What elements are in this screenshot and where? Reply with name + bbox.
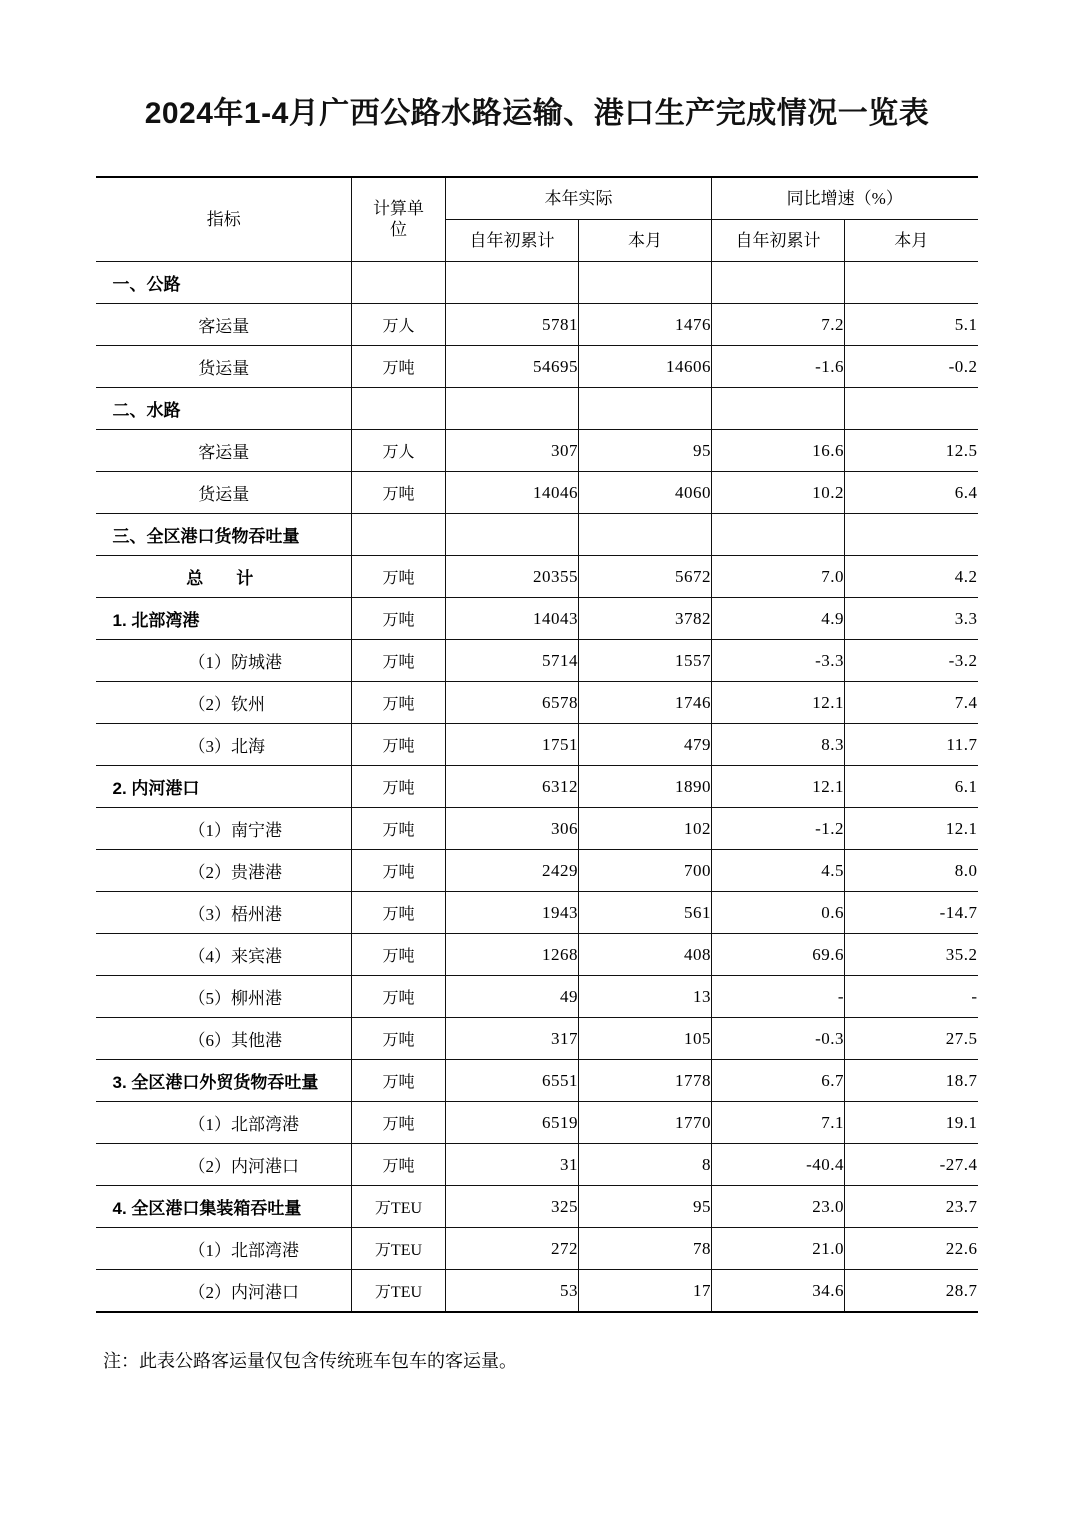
page-title: 2024年1-4月广西公路水路运输、港口生产完成情况一览表 bbox=[144, 97, 930, 130]
row-indicator: （2）内河港口 bbox=[96, 1144, 351, 1186]
row-actual-cumulative bbox=[445, 514, 578, 556]
row-growth-month: 3.3 bbox=[844, 598, 977, 640]
row-growth-cumulative: 23.0 bbox=[711, 1186, 844, 1228]
row-actual-cumulative: 49 bbox=[445, 976, 578, 1018]
row-growth-cumulative: 8.3 bbox=[711, 724, 844, 766]
row-actual-cumulative: 20355 bbox=[445, 556, 578, 598]
row-actual-cumulative: 53 bbox=[445, 1270, 578, 1313]
row-growth-cumulative: -3.3 bbox=[711, 640, 844, 682]
row-unit: 万吨 bbox=[351, 682, 445, 724]
statistics-table bbox=[96, 176, 977, 1313]
col-header-growth-cumulative: 自年初累计 bbox=[711, 220, 844, 262]
row-growth-cumulative: -1.6 bbox=[711, 346, 844, 388]
row-growth-month: -3.2 bbox=[844, 640, 977, 682]
row-actual-cumulative: 1268 bbox=[445, 934, 578, 976]
row-growth-cumulative: 12.1 bbox=[711, 682, 844, 724]
row-growth-month: 19.1 bbox=[844, 1102, 977, 1144]
row-actual-cumulative: 317 bbox=[445, 1018, 578, 1060]
row-indicator: （1）北部湾港 bbox=[96, 1102, 351, 1144]
row-growth-month: 18.7 bbox=[844, 1060, 977, 1102]
row-actual-cumulative: 6519 bbox=[445, 1102, 578, 1144]
row-growth-cumulative: -0.3 bbox=[711, 1018, 844, 1060]
row-indicator: （2）贵港港 bbox=[96, 850, 351, 892]
row-actual-month: 95 bbox=[578, 1186, 711, 1228]
row-growth-cumulative: - bbox=[711, 976, 844, 1018]
row-unit: 万吨 bbox=[351, 934, 445, 976]
row-growth-cumulative: 7.0 bbox=[711, 556, 844, 598]
row-growth-cumulative: 69.6 bbox=[711, 934, 844, 976]
row-unit: 万吨 bbox=[351, 766, 445, 808]
row-growth-cumulative bbox=[711, 388, 844, 430]
row-actual-month: 561 bbox=[578, 892, 711, 934]
table-row bbox=[96, 1144, 977, 1186]
row-indicator: （2）内河港口 bbox=[96, 1270, 351, 1313]
row-growth-cumulative: -1.2 bbox=[711, 808, 844, 850]
row-unit: 万TEU bbox=[351, 1228, 445, 1270]
row-unit: 万吨 bbox=[351, 724, 445, 766]
row-actual-month: 3782 bbox=[578, 598, 711, 640]
row-actual-cumulative: 14046 bbox=[445, 472, 578, 514]
row-actual-month: 5672 bbox=[578, 556, 711, 598]
col-group-actual: 本年实际 bbox=[445, 177, 711, 220]
row-unit: 万吨 bbox=[351, 598, 445, 640]
row-actual-month: 1746 bbox=[578, 682, 711, 724]
row-unit: 万吨 bbox=[351, 640, 445, 682]
table-row bbox=[96, 892, 977, 934]
row-actual-cumulative: 54695 bbox=[445, 346, 578, 388]
row-indicator: （1）南宁港 bbox=[96, 808, 351, 850]
row-unit: 万吨 bbox=[351, 1102, 445, 1144]
col-group-growth: 同比增速（%） bbox=[711, 177, 977, 220]
row-indicator: 客运量 bbox=[96, 304, 351, 346]
row-actual-month: 13 bbox=[578, 976, 711, 1018]
row-indicator: （1）北部湾港 bbox=[96, 1228, 351, 1270]
row-growth-cumulative: 10.2 bbox=[711, 472, 844, 514]
row-growth-month: 11.7 bbox=[844, 724, 977, 766]
col-header-unit-line2: 位 bbox=[389, 219, 407, 239]
table-row bbox=[96, 976, 977, 1018]
table-row bbox=[96, 934, 977, 976]
row-unit bbox=[351, 388, 445, 430]
row-growth-month bbox=[844, 514, 977, 556]
row-unit: 万人 bbox=[351, 430, 445, 472]
row-growth-month bbox=[844, 262, 977, 304]
row-growth-month: - bbox=[844, 976, 977, 1018]
row-actual-month: 1557 bbox=[578, 640, 711, 682]
table-row bbox=[96, 724, 977, 766]
row-actual-cumulative: 1751 bbox=[445, 724, 578, 766]
row-indicator: 二、水路 bbox=[96, 388, 351, 430]
row-growth-month: 5.1 bbox=[844, 304, 977, 346]
row-actual-month: 95 bbox=[578, 430, 711, 472]
row-growth-cumulative: 21.0 bbox=[711, 1228, 844, 1270]
row-actual-month bbox=[578, 388, 711, 430]
row-indicator: 4. 全区港口集装箱吞吐量 bbox=[96, 1186, 351, 1228]
col-header-growth-month: 本月 bbox=[844, 220, 977, 262]
table-row bbox=[96, 388, 977, 430]
row-unit: 万吨 bbox=[351, 808, 445, 850]
row-growth-cumulative bbox=[711, 514, 844, 556]
col-header-unit-line1: 计算单 bbox=[372, 198, 424, 218]
row-growth-month: -0.2 bbox=[844, 346, 977, 388]
row-actual-month: 8 bbox=[578, 1144, 711, 1186]
table-row bbox=[96, 262, 977, 304]
row-indicator: （4）来宾港 bbox=[96, 934, 351, 976]
row-growth-month: -27.4 bbox=[844, 1144, 977, 1186]
table-row bbox=[96, 346, 977, 388]
table-row bbox=[96, 1270, 977, 1313]
row-indicator: 三、全区港口货物吞吐量 bbox=[96, 514, 351, 556]
table-row bbox=[96, 1228, 977, 1270]
row-growth-month: 23.7 bbox=[844, 1186, 977, 1228]
row-growth-cumulative: 0.6 bbox=[711, 892, 844, 934]
row-growth-cumulative: 6.7 bbox=[711, 1060, 844, 1102]
row-growth-cumulative: 4.5 bbox=[711, 850, 844, 892]
row-growth-month: 27.5 bbox=[844, 1018, 977, 1060]
table-row bbox=[96, 472, 977, 514]
table-body bbox=[96, 262, 977, 1313]
row-actual-month: 14606 bbox=[578, 346, 711, 388]
row-actual-cumulative: 14043 bbox=[445, 598, 578, 640]
row-indicator: （3）北海 bbox=[96, 724, 351, 766]
row-growth-cumulative: 7.2 bbox=[711, 304, 844, 346]
row-actual-month: 1778 bbox=[578, 1060, 711, 1102]
row-growth-month: 22.6 bbox=[844, 1228, 977, 1270]
row-actual-cumulative: 31 bbox=[445, 1144, 578, 1186]
row-actual-month: 479 bbox=[578, 724, 711, 766]
row-growth-month bbox=[844, 388, 977, 430]
col-header-unit bbox=[351, 177, 445, 262]
row-actual-month bbox=[578, 262, 711, 304]
row-actual-cumulative: 5714 bbox=[445, 640, 578, 682]
table-row bbox=[96, 682, 977, 724]
row-actual-month: 1476 bbox=[578, 304, 711, 346]
row-unit: 万吨 bbox=[351, 976, 445, 1018]
table-row bbox=[96, 430, 977, 472]
row-actual-cumulative: 6578 bbox=[445, 682, 578, 724]
row-actual-month: 4060 bbox=[578, 472, 711, 514]
row-actual-month: 105 bbox=[578, 1018, 711, 1060]
row-unit: 万吨 bbox=[351, 472, 445, 514]
row-indicator: （3）梧州港 bbox=[96, 892, 351, 934]
row-growth-month: 7.4 bbox=[844, 682, 977, 724]
row-actual-month: 408 bbox=[578, 934, 711, 976]
row-indicator: 货运量 bbox=[96, 346, 351, 388]
row-actual-cumulative bbox=[445, 262, 578, 304]
row-actual-month: 78 bbox=[578, 1228, 711, 1270]
row-actual-cumulative: 6551 bbox=[445, 1060, 578, 1102]
row-growth-month: 4.2 bbox=[844, 556, 977, 598]
row-actual-month: 1890 bbox=[578, 766, 711, 808]
table-row bbox=[96, 514, 977, 556]
row-growth-cumulative: -40.4 bbox=[711, 1144, 844, 1186]
row-indicator: 2. 内河港口 bbox=[96, 766, 351, 808]
row-unit: 万吨 bbox=[351, 1144, 445, 1186]
row-growth-cumulative bbox=[711, 262, 844, 304]
row-actual-month bbox=[578, 514, 711, 556]
table-row bbox=[96, 1060, 977, 1102]
row-actual-month: 17 bbox=[578, 1270, 711, 1313]
row-growth-cumulative: 34.6 bbox=[711, 1270, 844, 1313]
row-indicator: 1. 北部湾港 bbox=[96, 598, 351, 640]
row-unit bbox=[351, 262, 445, 304]
row-growth-cumulative: 7.1 bbox=[711, 1102, 844, 1144]
row-actual-cumulative: 2429 bbox=[445, 850, 578, 892]
row-growth-month: 8.0 bbox=[844, 850, 977, 892]
row-growth-month: 12.5 bbox=[844, 430, 977, 472]
row-actual-cumulative bbox=[445, 388, 578, 430]
row-unit: 万吨 bbox=[351, 850, 445, 892]
table-note: 注：此表公路客运量仅包含传统班车包车的客运量。 bbox=[103, 1351, 517, 1371]
row-unit: 万吨 bbox=[351, 1018, 445, 1060]
row-unit: 万吨 bbox=[351, 1060, 445, 1102]
row-actual-month: 700 bbox=[578, 850, 711, 892]
col-header-actual-cumulative: 自年初累计 bbox=[445, 220, 578, 262]
row-growth-month: 35.2 bbox=[844, 934, 977, 976]
col-header-indicator: 指标 bbox=[96, 177, 351, 262]
row-unit: 万TEU bbox=[351, 1270, 445, 1313]
table-row bbox=[96, 808, 977, 850]
row-actual-cumulative: 5781 bbox=[445, 304, 578, 346]
table-row bbox=[96, 640, 977, 682]
row-unit: 万人 bbox=[351, 304, 445, 346]
table-row bbox=[96, 598, 977, 640]
row-indicator: 客运量 bbox=[96, 430, 351, 472]
table-row bbox=[96, 304, 977, 346]
row-unit: 万TEU bbox=[351, 1186, 445, 1228]
table-row bbox=[96, 1186, 977, 1228]
row-actual-cumulative: 272 bbox=[445, 1228, 578, 1270]
row-actual-cumulative: 6312 bbox=[445, 766, 578, 808]
row-growth-month: 28.7 bbox=[844, 1270, 977, 1313]
col-header-actual-month: 本月 bbox=[578, 220, 711, 262]
table-header bbox=[96, 177, 977, 262]
table-row bbox=[96, 556, 977, 598]
row-unit: 万吨 bbox=[351, 892, 445, 934]
row-unit bbox=[351, 514, 445, 556]
row-indicator: （6）其他港 bbox=[96, 1018, 351, 1060]
table-row bbox=[96, 1102, 977, 1144]
row-indicator: 3. 全区港口外贸货物吞吐量 bbox=[96, 1060, 351, 1102]
table-row bbox=[96, 850, 977, 892]
table-row bbox=[96, 766, 977, 808]
row-indicator: （2）钦州 bbox=[96, 682, 351, 724]
row-actual-cumulative: 325 bbox=[445, 1186, 578, 1228]
row-actual-cumulative: 306 bbox=[445, 808, 578, 850]
row-unit: 万吨 bbox=[351, 556, 445, 598]
row-indicator: 货运量 bbox=[96, 472, 351, 514]
row-indicator: （5）柳州港 bbox=[96, 976, 351, 1018]
row-indicator: （1）防城港 bbox=[96, 640, 351, 682]
row-indicator: 总 计 bbox=[96, 556, 351, 598]
row-actual-month: 102 bbox=[578, 808, 711, 850]
row-indicator: 一、公路 bbox=[96, 262, 351, 304]
row-growth-month: 6.1 bbox=[844, 766, 977, 808]
row-actual-cumulative: 307 bbox=[445, 430, 578, 472]
row-growth-cumulative: 12.1 bbox=[711, 766, 844, 808]
row-growth-month: 12.1 bbox=[844, 808, 977, 850]
row-growth-month: -14.7 bbox=[844, 892, 977, 934]
row-actual-cumulative: 1943 bbox=[445, 892, 578, 934]
table-row bbox=[96, 1018, 977, 1060]
row-growth-month: 6.4 bbox=[844, 472, 977, 514]
row-unit: 万吨 bbox=[351, 346, 445, 388]
row-growth-cumulative: 4.9 bbox=[711, 598, 844, 640]
row-actual-month: 1770 bbox=[578, 1102, 711, 1144]
row-growth-cumulative: 16.6 bbox=[711, 430, 844, 472]
